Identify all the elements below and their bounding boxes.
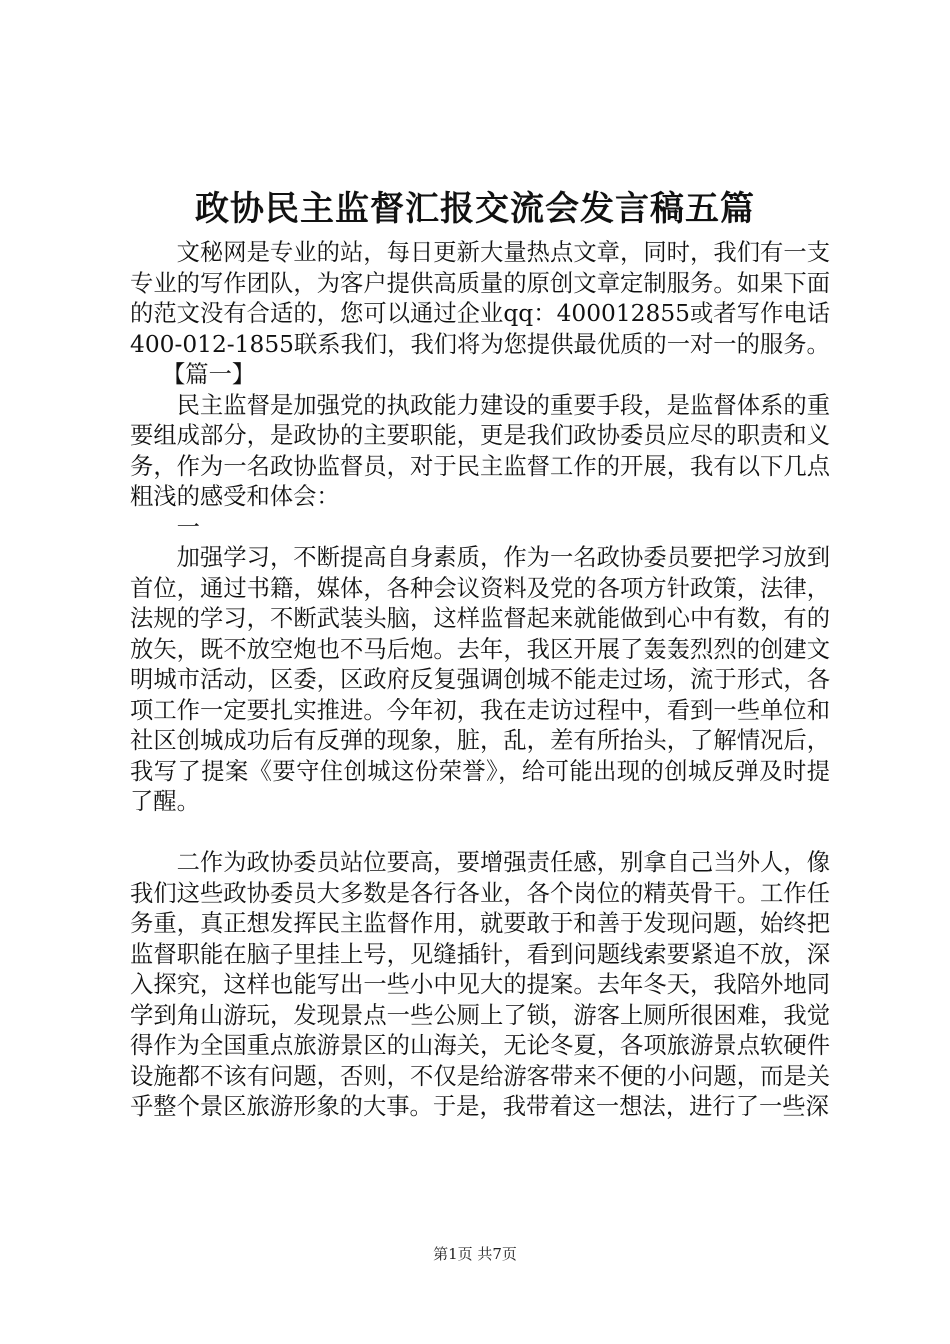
paragraph-point-one-marker: 一 xyxy=(176,513,200,541)
paragraph-3: 二作为政协委员站位要高，要增强责任感，别拿自己当外人，像我们这些政协委员大多数是各行各业，各个岗位的精英骨干。工作任务重，真正想发挥民主监督作用，就要敢于和善于发现问题，始终把监督职能在脑子里挂上号，见缝插针，看到问题线索要紧追不放，深入探究，这样也能写出一些小中见大的提案。去年冬天，我陪外地同学到角山游玩，发现景点一些公厕上了锁，游客上厕所很困难，我觉得作为全国重点旅游景区的山海关，无论冬夏，各项旅游景点软硬件设施都不该有问题，否则，不仅是给游客带来不便的小问题，而是关乎整个景区旅游形象的大事。于是，我带着这一想法，进行了一些深 xyxy=(130,849,830,1120)
paragraph-1: 民主监督是加强党的执政能力建设的重要手段，是监督体系的重要组成部分，是政协的主要职能，更是我们政协委员应尽的职责和义务，作为一名政协监督员，对于民主监督工作的开展，我有以下几点粗浅的感受和体会： xyxy=(130,391,830,510)
document-body xyxy=(130,238,830,1123)
intro-paragraph: 文秘网是专业的站，每日更新大量热点文章，同时，我们有一支专业的写作团队，为客户提供高质量的原创文章定制服务。如果下面的范文没有合适的，您可以通过企业qq：400012855或者写作电话400-012-1855联系我们，我们将为您提供最优质的一对一的服务。 xyxy=(130,239,830,358)
page-footer: 第1页 共7页 xyxy=(433,1245,517,1263)
blank-line xyxy=(130,818,830,849)
document-title: 政协民主监督汇报交流会发言稿五篇 xyxy=(195,189,755,229)
paragraph-2: 加强学习，不断提高自身素质，作为一名政协委员要把学习放到首位，通过书籍，媒体，各种会议资料及党的各项方针政策，法律，法规的学习，不断武装头脑，这样监督起来就能做到心中有数，有的放矢，既不放空炮也不马后炮。去年，我区开展了轰轰烈烈的创建文明城市活动，区委，区政府反复强调创城不能走过场，流于形式，各项工作一定要扎实推进。今年初，我在走访过程中，看到一些单位和社区创城成功后有反弹的现象，脏，乱，差有所抬头，了解情况后，我写了提案《要守住创城这份荣誉》，给可能出现的创城反弹及时提了醒。 xyxy=(130,544,830,815)
section-heading: 【篇一】 xyxy=(162,361,256,388)
